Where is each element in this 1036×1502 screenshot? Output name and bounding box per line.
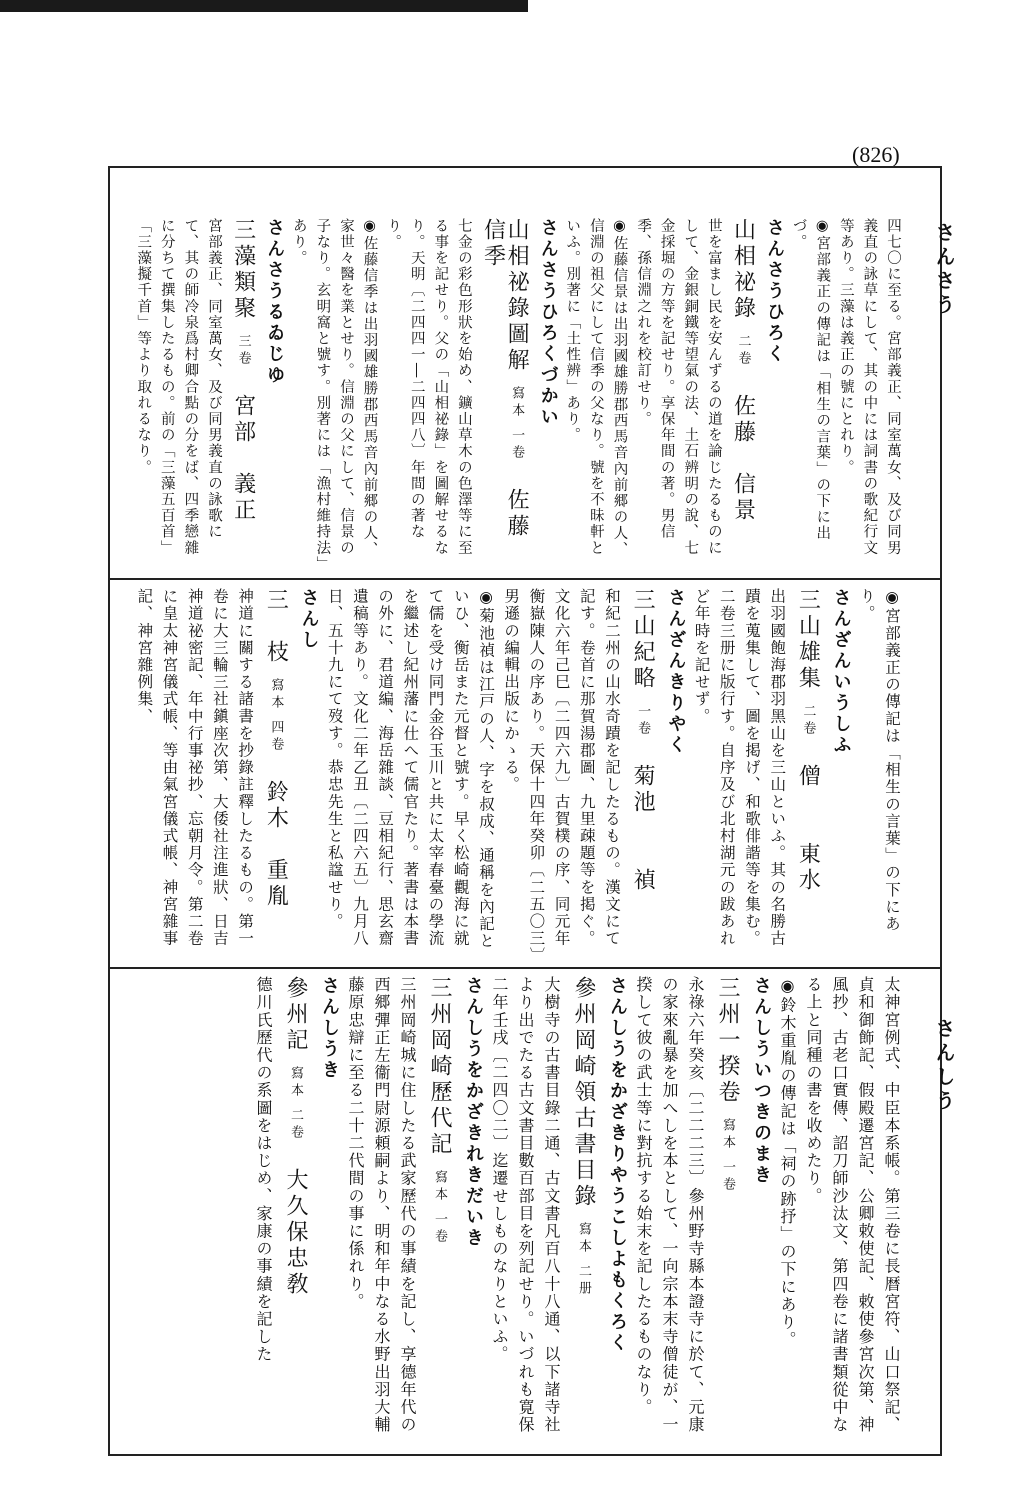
lower-text-flow [250, 976, 904, 1448]
entry-title: 三 枝 [263, 588, 289, 666]
entry-text: ◉宮部義正の傳記は「相生の言葉」の下に出づ。 [790, 218, 831, 542]
entry-reading-heading: さんしうき [319, 976, 340, 1081]
entry-text: ◉佐藤信季は出羽國雄勝郡西馬音內前郷の人、家世々醫を業とせり。信淵の父にして、信景の子なり。玄明窩と號す。別著には「漁村維持法」あり。 [290, 218, 378, 565]
tier-divider-lower [108, 967, 942, 969]
entry-text: 出羽國飽海郡羽黑山を三山といふ。其の名勝古蹟を蒐集して、圖を掲げ、和歌俳諧等を集む。二卷三册に版行す。自序及び北村湖元の跋あれど年時を記せず。 [692, 588, 787, 948]
entry-title: 三山紀略 [630, 588, 656, 692]
entry-title-line [282, 976, 308, 1448]
entry-title-line [570, 976, 596, 1448]
entry-title-line [630, 588, 655, 960]
entry-volume: 寫本 一卷 [509, 386, 525, 463]
entry-author: 大久保忠敎 [283, 1168, 308, 1299]
entry-title: 三山雄集 [795, 588, 821, 692]
entry-author: 菊池 禎 [630, 764, 656, 894]
entry-volume: 寫本 二卷 [288, 1066, 303, 1143]
entry-volume: 一卷 [635, 704, 651, 738]
entry-reading-heading: さんしうをかざきれきだいき [463, 976, 484, 1249]
entry-title: 參州記 [283, 976, 308, 1054]
entry-text: 世を富まし民を安んずるの道を論じたるものにして、金銀銅鐵等望氣の法、土石辨明の說、七金採堀の方等を記せり。享保年間の著。男信季、孫信淵之れを校訂せり。 [635, 218, 722, 557]
entry-title: 山相祕錄圖解 [504, 218, 530, 374]
entry-text: ◉佐藤信景は出羽國雄勝郡西馬音內前郷の人、信淵の祖父にして信季の父なり。號を不昧軒といふ。別著に「土性辨」あり。 [564, 218, 628, 558]
entry-title-line [231, 218, 255, 570]
index-label-lower: さんしう [932, 1018, 956, 1114]
entry-title-line [481, 218, 528, 570]
upper-tier [118, 218, 904, 570]
entry-title: 三州岡崎歷代記 [427, 976, 452, 1158]
entry-title-line [714, 976, 740, 1448]
entry-title-line [263, 588, 288, 960]
entry-reading-heading: さんしういつきのまき [751, 976, 772, 1186]
entry-text: ◉鈴木重胤の傳記は「祠の跡抒」の下にあり。 [778, 976, 797, 1349]
entry-text: 大樹寺の古書目錄二通、古文書凡百八十八通、以下諸寺社より出でたる古文書目數百部目を列記せり。いづれも寛保二年壬戌〔二四〇二〕迄遷せしものなりといふ。 [490, 976, 561, 1434]
entry-volume: 三卷 [235, 334, 251, 368]
entry-volume: 寫本 一卷 [720, 1118, 735, 1195]
entry-title-line [795, 588, 820, 960]
upper-text-flow [131, 218, 904, 570]
entry-reading-heading: さんさうひろく [764, 218, 786, 365]
entry-reading-heading: さんし [298, 588, 320, 651]
entry-reading-heading: さんさうひろくづかい [537, 218, 559, 428]
entry-text: 德川氏歷代の系圖をはじめ、家康の事績を記した [254, 976, 273, 1364]
index-label-upper: さんさう [932, 222, 956, 318]
tier-divider-upper [108, 578, 942, 580]
entry-author: 僧 東水 [795, 764, 821, 894]
top-edge-bar [0, 0, 528, 12]
entry-text: 太神宮例式、中臣本系帳。第三卷に長暦宮符、山口祭記、貞和御飾記、假殿遷宮記、公卿敕使記、敕使參宮次第、神風抄、古老口實傳、詔刀師沙汰文、第四卷に諸書類從中なる上と同種の書を收めたり。 [804, 976, 901, 1434]
entry-author: 佐藤 信季 [480, 218, 530, 567]
entry-volume: 二卷 [735, 334, 751, 368]
middle-text-flow [131, 588, 904, 960]
entry-title: 三州一揆卷 [715, 976, 740, 1106]
middle-tier [118, 588, 904, 960]
entry-text: 永祿六年癸亥〔二二二三〕參州野寺縣本證寺に於て、元康の家來亂暴を加へしを本として、一向宗本末寺僧徒が、一揆して彼の武士等に對抗する始末を記したるものなり。 [634, 976, 705, 1434]
entry-reading-heading: さんざんいうしふ [830, 588, 852, 756]
entry-volume: 寫本 四卷 [268, 678, 284, 755]
entry-title: 山相祕錄 [730, 218, 756, 322]
entry-volume: 寫本 二册 [576, 1222, 591, 1299]
entry-title-line [731, 218, 755, 570]
entry-title: 參州岡崎領古書目錄 [571, 976, 596, 1210]
entry-title-line [426, 976, 452, 1448]
entry-title: 三藻類聚 [230, 218, 256, 322]
entry-reading-heading: さんざんきりやく [665, 588, 687, 756]
entry-text: ◉宮部義正の傳記は「相生の言葉」の下にあり。 [857, 588, 901, 933]
entry-text: 七金の彩色形狀を始め、鑛山草木の色澤等に至る事を記せり。父の「山相祕錄」を圖解せるなり。天明〔二四四一―二四四八〕年間の著なり。 [385, 218, 472, 557]
entry-volume: 二卷 [800, 704, 816, 738]
entry-author: 鈴木 重胤 [263, 780, 289, 911]
entry-reading-heading: さんさうるゐじゆ [264, 218, 286, 386]
entry-author: 宮部 義正 [230, 394, 256, 524]
entry-text: 三州岡崎城に住したる武家歷代の事績を記し、享德年代の西郷彈正左衞門尉源頼嗣より、明和年中なる水野出羽大輔藤原忠辯に至る二十二代間の事に係れり。 [346, 976, 417, 1434]
entry-text: 宮部義正、同室萬女、及び同男義直の詠歌にて、其の師冷泉爲村卿合點の分をば、四季戀雜に分ちて撰集したるもの。前の「三藻五百首」「三藻擬千首」等より取れるなり。 [135, 218, 222, 557]
lower-tier [118, 976, 904, 1448]
page-number: (826) [852, 142, 900, 167]
entry-author: 佐藤 信景 [730, 394, 756, 524]
entry-volume: 寫本 一卷 [432, 1170, 447, 1247]
entry-text: 神道に關する諸書を抄錄註釋したるもの。第一卷に大三輪三社鎭座次第、大倭社注進狀、日吉神道祕密記、年中行事祕抄、忘朝月令。第二卷に皇太神宮儀式帳、等由氣宮儀式帳、神宮雜事記、神宮雜例集、 [135, 588, 255, 948]
entry-reading-heading: さんしうをかざきりやうこしよもくろく [607, 976, 628, 1354]
entry-text: 四七〇に至る。宮部義正、同室萬女、及び同男義直の詠草にして、其の中には詞書の歌紀行文等あり。三藻は義正の號にとれり。 [837, 218, 901, 557]
entry-text: ◉菊池禎は江戸の人、字を叔成、通稱を內記といひ、衡岳また元督と號す。早く松崎觀海に就て儒を受け同門金谷玉川と共に太宰春臺の學流を繼述し紀州藩に仕へて儒官たり。著書は本書の外に、君道編、海岳雜談、豆相紀行、思玄齋遺稿等あり。文化二年乙丑〔二四六五〕九月八日、五十九にて歿す。恭忠先生と私諡せり。 [325, 588, 495, 950]
entry-text: 和紀二州の山水奇蹟を記したるもの。漢文にて記す。卷首に那賀湯郡圖、九里疎題等を掲ぐ。文化六年己巳〔二四六九〕古賀樸の序、同元年衡嶽陳人の序あり。天保十四年癸卯〔二五〇三〕男遜の編輯出版にかゝる。 [502, 588, 621, 957]
